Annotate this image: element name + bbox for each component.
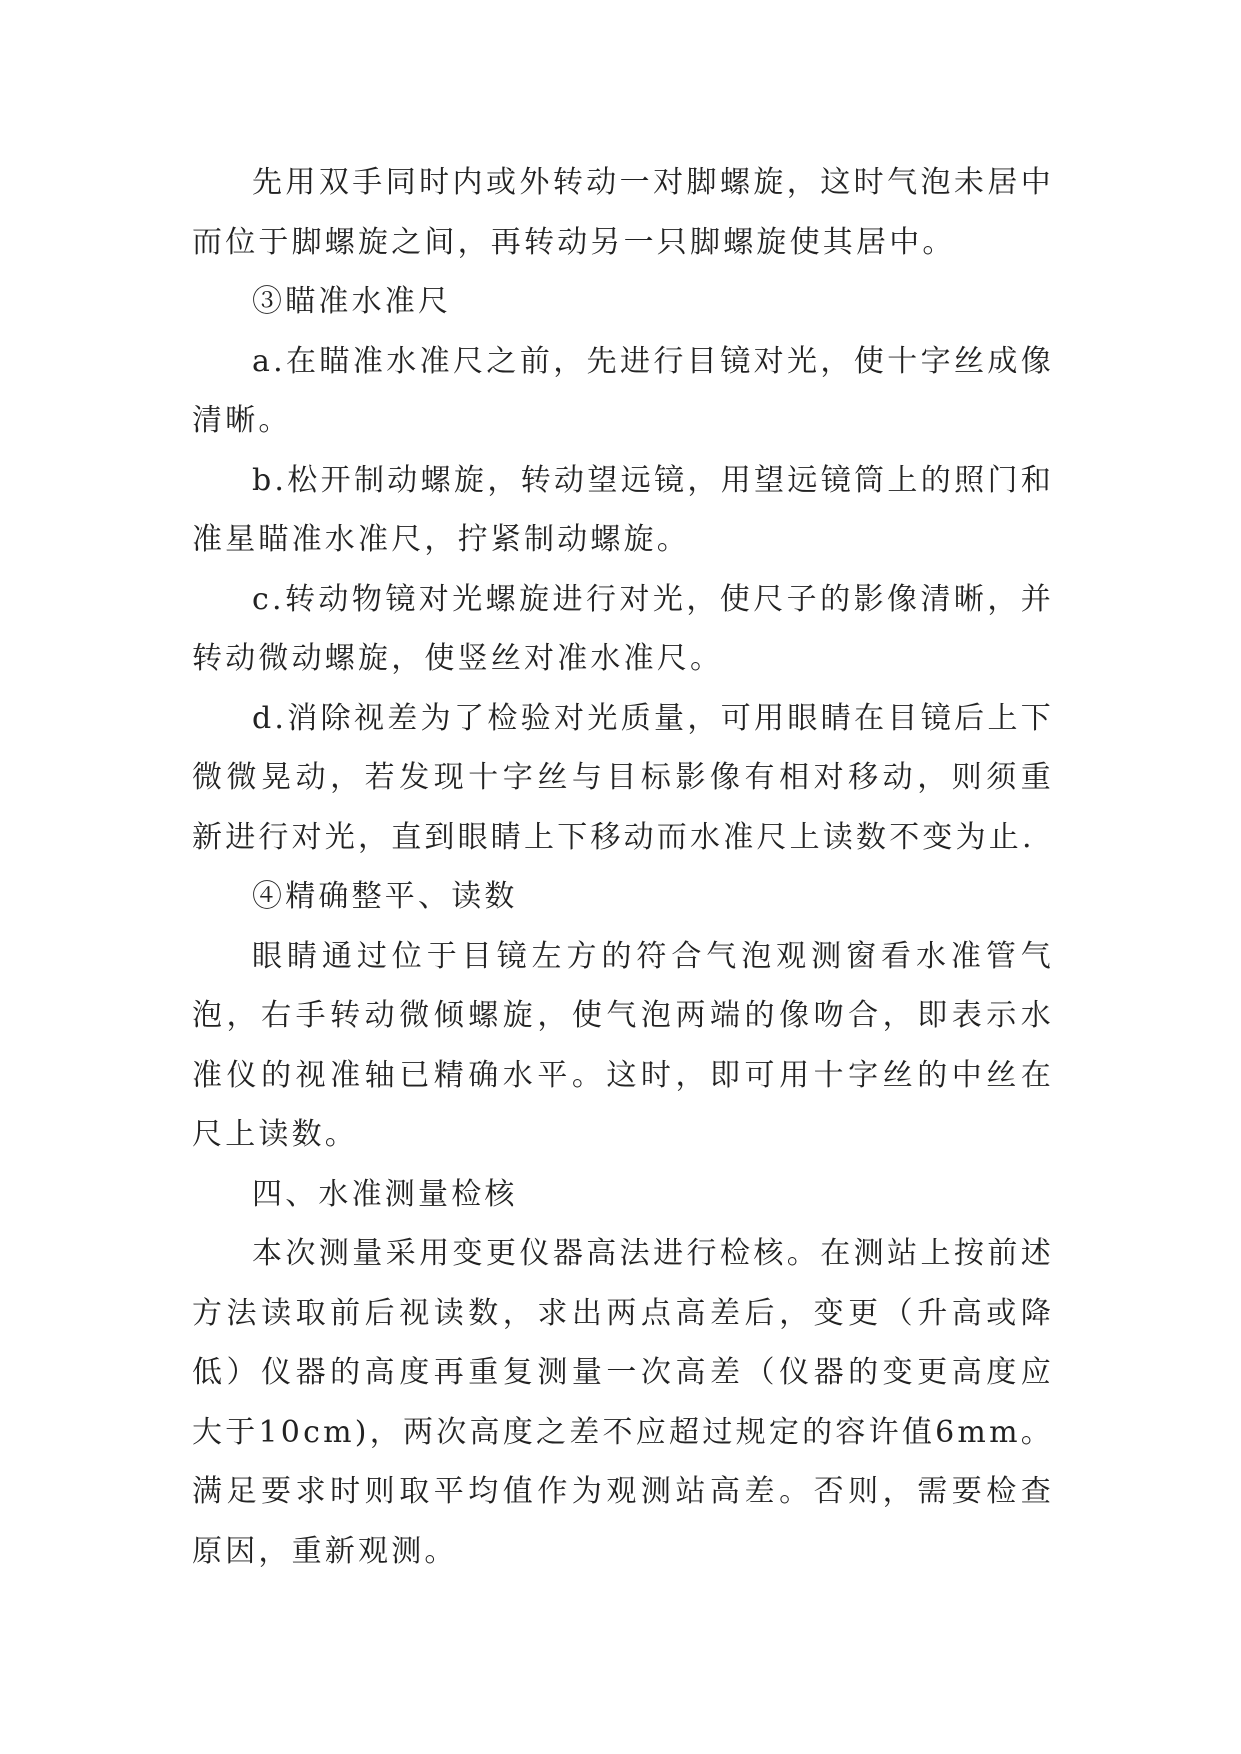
paragraph-bubble-observation: 眼睛通过位于目镜左方的符合气泡观测窗看水准管气泡，右手转动微倾螺旋，使气泡两端的像吻合，即表示水准仪的视准轴已精确水平。这时，即可用十字丝的中丝在尺上读数。 [192, 938, 1054, 1152]
paragraph-step-a: a.在瞄准水准尺之前，先进行目镜对光，使十字丝成像清晰。 [192, 343, 1054, 438]
paragraph-leveling-foot-screws: 先用双手同时内或外转动一对脚螺旋，这时气泡未居中而位于脚螺旋之间，再转动另一只脚螺旋使其居中。 [192, 165, 1054, 260]
heading-section-four-check: 四、水准测量检核 [252, 1176, 518, 1212]
paragraph-step-d: d.消除视差为了检验对光质量，可用眼睛在目镜后上下微微晃动，若发现十字丝与目标影像有相对移动，则须重新进行对光，直到眼睛上下移动而水准尺上读数不变为止. [192, 700, 1054, 855]
paragraph-step-b: b.松开制动螺旋，转动望远镜，用望远镜筒上的照门和准星瞄准水准尺，拧紧制动螺旋。 [192, 462, 1054, 557]
paragraph-check-method: 本次测量采用变更仪器高法进行检核。在测站上按前述方法读取前后视读数，求出两点高差后，变更（升高或降低）仪器的高度再重复测量一次高差（仪器的变更高度应大于10cm)，两次高度之差不应超过规定的容许值6mm。满足要求时则取平均值作为观测站高差。否则，需要检查原因，重新观测。 [192, 1236, 1054, 1569]
heading-precise-leveling-reading: ④精确整平、读数 [252, 879, 518, 914]
paragraph-step-c: c.转动物镜对光螺旋进行对光，使尺子的影像清晰，并转动微动螺旋，使竖丝对准水准尺。 [192, 581, 1054, 676]
document-body [192, 153, 1054, 1581]
heading-aim-leveling-rod: ③瞄准水准尺 [252, 284, 452, 319]
